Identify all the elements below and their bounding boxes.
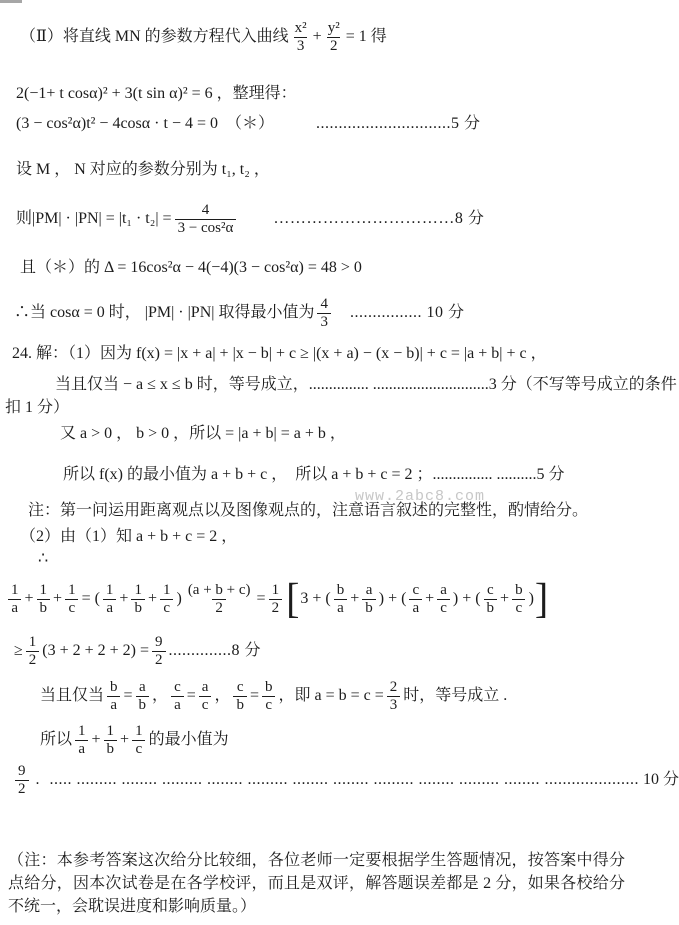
watermark-url: www.2abc8.com bbox=[355, 488, 486, 505]
text-segment: 2(−1+ t cosα)² + 3(t sin α)² = 6 ，整理得： bbox=[16, 85, 297, 102]
line-expanded-equation bbox=[16, 84, 297, 105]
numerator: 1 bbox=[68, 581, 76, 598]
text-segment: （Ⅱ）将直线 MN 的参数方程代入曲线 bbox=[20, 27, 289, 45]
fraction bbox=[387, 679, 401, 714]
line-amgm-bound bbox=[14, 627, 261, 675]
fraction bbox=[160, 582, 174, 617]
numerator: 1 bbox=[39, 581, 48, 598]
fraction bbox=[104, 723, 118, 758]
fraction bbox=[136, 679, 150, 714]
fraction bbox=[37, 582, 51, 617]
numerator: b bbox=[515, 581, 523, 598]
numerator: a bbox=[138, 678, 146, 695]
close-paren: ) bbox=[528, 589, 534, 607]
fraction bbox=[317, 296, 331, 331]
numerator: 1 bbox=[28, 633, 37, 650]
numerator: 1 bbox=[11, 581, 19, 598]
denominator: c bbox=[512, 599, 525, 617]
denominator: 2 bbox=[212, 599, 226, 617]
line-positive-ab bbox=[60, 424, 346, 445]
text-segment: 24. 解：（1）因为 f(x) = |x + a| + |x − b| + c ≥ |(x + a) − (x − b)| + c = |a + b| + c ， bbox=[12, 345, 547, 362]
text-segment: ) + ( bbox=[452, 589, 481, 607]
numerator: c bbox=[412, 581, 420, 598]
equals-sign: = bbox=[123, 686, 133, 704]
numerator: 2 bbox=[389, 678, 398, 695]
denominator: c bbox=[132, 740, 145, 758]
line-equality-condition-part2 bbox=[40, 673, 507, 719]
fraction bbox=[65, 582, 79, 617]
plus-sign: + bbox=[312, 27, 322, 45]
numerator: c bbox=[174, 678, 181, 695]
line-sub2-intro bbox=[20, 14, 387, 60]
numerator: a bbox=[440, 581, 447, 598]
fraction bbox=[334, 582, 348, 617]
text-segment: 设 M ， N 对应的参数分别为 t₁, t₂ ， bbox=[16, 161, 270, 178]
score-dots: ..............8 分 bbox=[168, 641, 262, 659]
numerator: 1 bbox=[271, 581, 280, 598]
left-bracket: [ bbox=[286, 574, 300, 623]
denominator: b bbox=[104, 740, 118, 758]
text-segment: （2）由（1）知 a + b + c = 2 ， bbox=[20, 528, 238, 545]
numerator: x² bbox=[294, 19, 307, 36]
denominator: b bbox=[131, 599, 145, 617]
numerator: y² bbox=[327, 19, 340, 36]
equals-sign: = bbox=[186, 686, 196, 704]
plus-sign: + bbox=[53, 589, 63, 607]
numerator: 1 bbox=[162, 581, 171, 598]
period: . bbox=[31, 770, 40, 788]
plus-sign: + bbox=[119, 589, 129, 607]
plus-sign: + bbox=[91, 730, 101, 748]
line-grading-note-part1 bbox=[28, 501, 588, 522]
fraction bbox=[362, 582, 376, 617]
denominator: a bbox=[107, 696, 120, 714]
numerator: 9 bbox=[155, 633, 163, 650]
fraction bbox=[26, 634, 40, 669]
fraction bbox=[171, 679, 184, 714]
numerator: b bbox=[336, 581, 345, 598]
comma: ， bbox=[152, 686, 169, 704]
denominator: c bbox=[199, 696, 212, 714]
close-paren: ) bbox=[176, 589, 182, 607]
denominator: b bbox=[233, 696, 247, 714]
fraction bbox=[325, 20, 343, 55]
right-bracket: ] bbox=[534, 574, 549, 623]
text-segment: 时，等号成立 . bbox=[403, 686, 508, 704]
text-segment: 当且仅当 bbox=[40, 686, 105, 704]
plus-sign: + bbox=[24, 589, 34, 607]
fraction bbox=[437, 582, 450, 617]
denominator: 2 bbox=[327, 37, 341, 55]
denominator: 2 bbox=[269, 599, 283, 617]
text-segment: ) + ( bbox=[378, 589, 407, 607]
line-deduct-one-point bbox=[5, 398, 69, 419]
line-q24-part1-start bbox=[12, 344, 547, 365]
text-segment: 3 + ( bbox=[300, 589, 331, 607]
denominator: 2 bbox=[15, 780, 29, 798]
fraction bbox=[131, 582, 145, 617]
text-segment: 且（＊）的 Δ = 16cos²α − 4(−4)(3 − cos²α) = 48 > 0 bbox=[20, 259, 362, 276]
line-set-parameters bbox=[16, 160, 270, 181]
scan-artifact-bar bbox=[0, 0, 22, 3]
text-segment: ∴当 cosα = 0 时， |PM| · |PN| 取得最小值为 bbox=[14, 303, 315, 321]
fraction bbox=[8, 582, 22, 617]
numerator: 4 bbox=[201, 201, 210, 218]
plus-sign: + bbox=[120, 730, 130, 748]
grading-instructions-note: （注：本参考答案这次给分比较细，各位老师一定要根据学生答题情况，按答案中得分点给分，因本次试卷是在各学校评，而且是双评，解答题误差都是 2 分，如果各校给分不统一，会耽误进度和影响质量。） bbox=[8, 852, 625, 915]
fraction bbox=[132, 723, 146, 758]
denominator: a bbox=[171, 696, 184, 714]
comma: ， bbox=[214, 686, 231, 704]
denominator: 3 bbox=[387, 696, 401, 714]
text-segment: 注：第一问运用距离观点以及图像观点的，注意语言叙述的完整性，酌情给分。 bbox=[28, 502, 589, 519]
fraction bbox=[409, 582, 422, 617]
numerator: a bbox=[201, 678, 209, 695]
numerator: a bbox=[365, 581, 373, 598]
fraction bbox=[185, 582, 254, 617]
text-segment: = 1 得 bbox=[345, 27, 387, 45]
line-discriminant bbox=[20, 258, 362, 279]
equals-sign: = bbox=[256, 589, 266, 607]
text-segment: 则|PM| · |PN| = |t₁ · t₂| = bbox=[16, 209, 172, 227]
numerator: 1 bbox=[134, 581, 142, 598]
line-final-answer bbox=[12, 757, 679, 803]
numerator: b bbox=[110, 678, 118, 695]
text-segment: 所以 f(x) 的最小值为 a + b + c ， 所以 a + b + c = 2 ；............... ..........5 分 bbox=[63, 466, 565, 483]
denominator: 3 bbox=[294, 37, 308, 55]
numerator: (a + b + c) bbox=[187, 581, 251, 598]
fraction bbox=[15, 763, 29, 798]
numerator: c bbox=[486, 581, 494, 598]
plus-sign: + bbox=[425, 589, 435, 607]
score-dots: ……………………………8 分 bbox=[273, 209, 485, 227]
denominator: b bbox=[136, 696, 150, 714]
therefore-sign: ∴ bbox=[38, 550, 49, 567]
denominator: a bbox=[103, 599, 116, 617]
geq-sign: ≥ bbox=[14, 641, 23, 659]
score-dots: ..............................5 分 bbox=[316, 115, 481, 132]
plus-sign: + bbox=[350, 589, 360, 607]
line-quadratic-in-t bbox=[16, 114, 481, 135]
text-segment: ，即 a = b = c = bbox=[278, 686, 384, 704]
denominator: c bbox=[262, 696, 275, 714]
score-label: 10 分 bbox=[643, 770, 679, 788]
numerator: 9 bbox=[18, 762, 26, 779]
text-segment: (3 − cos²α)t² − 4cosα · t − 4 = 0 （＊） bbox=[16, 115, 274, 132]
numerator: 1 bbox=[78, 722, 86, 739]
fraction bbox=[512, 582, 526, 617]
numerator: c bbox=[236, 678, 244, 695]
text-segment: 当且仅当 − a ≤ x ≤ b 时，等号成立，............... .............................3 分（不写等号成立的条件 bbox=[55, 376, 677, 393]
denominator: b bbox=[362, 599, 376, 617]
denominator: b bbox=[37, 599, 51, 617]
numerator: 1 bbox=[105, 581, 114, 598]
denominator: b bbox=[484, 599, 498, 617]
score-dots: ................ 10 分 bbox=[349, 303, 465, 321]
line-sum-reciprocals-expansion bbox=[5, 570, 549, 628]
denominator: a bbox=[409, 599, 422, 617]
fraction bbox=[75, 723, 89, 758]
numerator: 1 bbox=[135, 722, 143, 739]
text-segment: 扣 1 分） bbox=[5, 399, 70, 416]
score-dots: ..... ......... ........ ......... ........ ......... ........ ........ ......... ........ ......... ........ ..................... bbox=[49, 770, 639, 788]
fraction bbox=[262, 679, 276, 714]
denominator: 3 − cos²α bbox=[175, 219, 237, 237]
denominator: c bbox=[437, 599, 450, 617]
line-therefore-symbol bbox=[38, 549, 48, 570]
fraction bbox=[269, 582, 283, 617]
fraction bbox=[175, 202, 237, 237]
fraction bbox=[152, 634, 166, 669]
text-segment: 的最小值为 bbox=[148, 730, 229, 748]
plus-sign: + bbox=[147, 589, 157, 607]
fraction bbox=[199, 679, 212, 714]
line-part2-start bbox=[20, 527, 237, 548]
line-min-value-abc bbox=[63, 465, 565, 486]
fraction bbox=[292, 20, 310, 55]
line-product-of-distances bbox=[16, 194, 484, 244]
denominator: a bbox=[8, 599, 21, 617]
plus-sign: + bbox=[500, 589, 510, 607]
fraction bbox=[107, 679, 121, 714]
equals-open-paren: = ( bbox=[81, 589, 100, 607]
fraction bbox=[103, 582, 117, 617]
denominator: a bbox=[334, 599, 347, 617]
numerator: 1 bbox=[106, 722, 115, 739]
denominator: 2 bbox=[152, 651, 166, 669]
equals-sign: = bbox=[249, 686, 259, 704]
numerator: 4 bbox=[320, 295, 328, 312]
denominator: 2 bbox=[26, 651, 40, 669]
text-segment: 所以 bbox=[40, 730, 73, 748]
denominator: 3 bbox=[317, 313, 331, 331]
text-segment: 又 a > 0 ， b > 0 ，所以 = |a + b| = a + b ， bbox=[60, 425, 346, 442]
line-equality-condition bbox=[55, 375, 677, 396]
line-minimum-value-conclusion bbox=[14, 290, 464, 336]
fraction bbox=[484, 582, 498, 617]
denominator: c bbox=[160, 599, 173, 617]
text-segment: (3 + 2 + 2 + 2) = bbox=[42, 641, 150, 659]
denominator: a bbox=[75, 740, 88, 758]
numerator: b bbox=[264, 678, 273, 695]
denominator: c bbox=[65, 599, 78, 617]
fraction bbox=[233, 679, 247, 714]
